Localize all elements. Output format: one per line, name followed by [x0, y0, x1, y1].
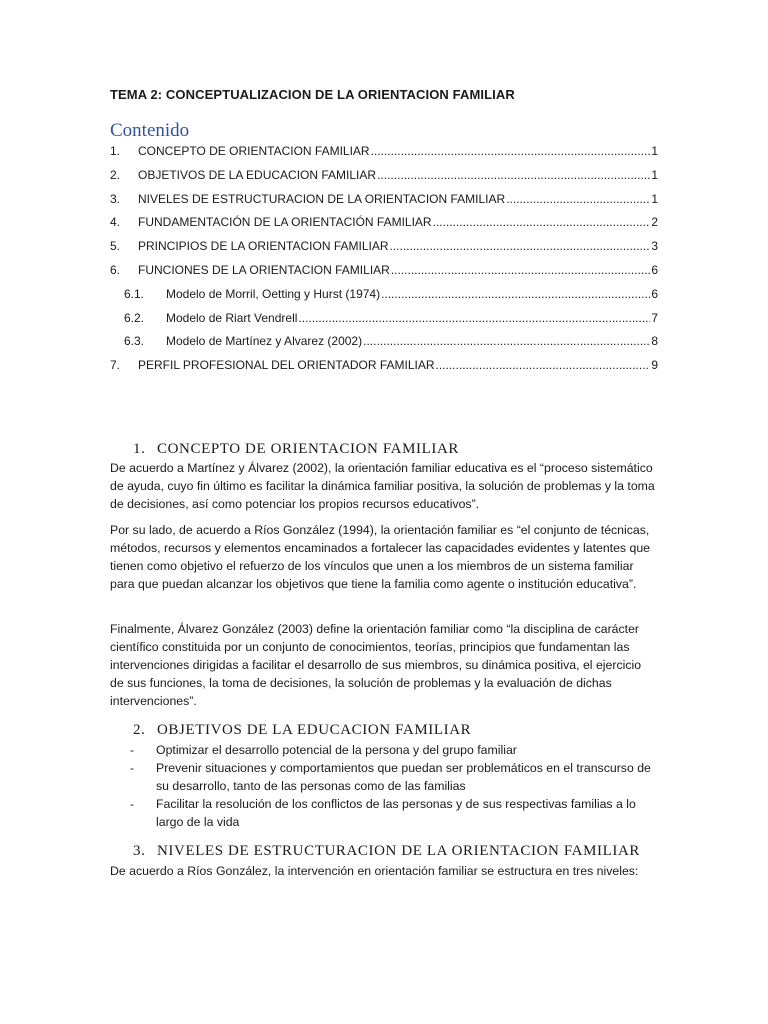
toc-leader-dots [390, 239, 651, 253]
list-item [110, 759, 658, 795]
toc-entry-page: 1 [651, 167, 658, 182]
toc-entry-page: 1 [651, 191, 658, 206]
toc-entry-7[interactable] [110, 358, 658, 382]
section-title: CONCEPTO DE ORIENTACION FAMILIAR [157, 441, 460, 457]
section-2-heading [133, 722, 471, 739]
toc-entry-page: 7 [651, 310, 658, 325]
list-item-text: Prevenir situaciones y comportamientos que puedan ser problemáticos en el transcurso de su desarrollo, tanto de las personas como de las familias [156, 761, 651, 793]
toc-entry-6-2[interactable] [110, 311, 658, 335]
toc-entry-page: 1 [651, 144, 658, 158]
section-1-heading [133, 441, 459, 458]
toc-entry-5[interactable] [110, 239, 658, 263]
section-title: NIVELES DE ESTRUCTURACION DE LA ORIENTACION FAMILIAR [157, 843, 641, 859]
toc-entry-page: 6 [651, 286, 658, 301]
section-1-paragraph-1: De acuerdo a Martínez y Álvarez (2002), la orientación familiar educativa es el “proceso sistemático de ayuda, cuyo fin último es facilitar la dinámica familiar positiva, la solución de problemas y la toma de decisiones, así como potenciar los propios recursos educativos”. [110, 461, 655, 511]
toc-entry-label: FUNCIONES DE LA ORIENTACION FAMILIAR [138, 262, 390, 277]
list-item [110, 795, 658, 831]
bullet-dash: - [130, 797, 135, 811]
table-of-contents [110, 144, 658, 382]
objectives-list [110, 741, 658, 831]
toc-entry-page: 3 [651, 239, 658, 254]
toc-entry-6-3[interactable] [110, 334, 658, 358]
toc-entry-number: 5. [110, 239, 121, 254]
section-3-paragraph-1: De acuerdo a Ríos González, la intervención en orientación familiar se estructura en tres niveles: [110, 864, 639, 878]
toc-leader-dots [381, 287, 650, 301]
toc-entry-number: 3. [110, 191, 121, 206]
list-item-text: Optimizar el desarrollo potencial de la persona y del grupo familiar [156, 743, 517, 757]
toc-entry-label: PERFIL PROFESIONAL DEL ORIENTADOR FAMILIAR [138, 358, 435, 373]
toc-entry-1[interactable] [110, 144, 658, 168]
list-item [110, 741, 658, 759]
toc-entry-label: OBJETIVOS DE LA EDUCACION FAMILIAR [138, 167, 377, 182]
section-1-paragraph-2: Por su lado, de acuerdo a Ríos González (1994), la orientación familiar es “el conjunto de técnicas, métodos, recursos y elementos encaminados a fortalecer las capacidades evidentes y latentes que tienen como objetivo el refuerzo de los vínculos que unen a los miembros de un sistema familiar para que puedan alcanzar los objetivos que tiene la familia como agente o institución educativa”. [110, 523, 651, 591]
toc-entry-page: 9 [651, 358, 658, 373]
toc-leader-dots [377, 168, 650, 182]
toc-leader-dots [363, 334, 650, 348]
toc-leader-dots [371, 144, 651, 158]
toc-entry-page: 6 [651, 262, 658, 277]
toc-entry-6-1[interactable] [110, 287, 658, 311]
section-title: OBJETIVOS DE LA EDUCACION FAMILIAR [157, 722, 472, 738]
section-number: 3. [133, 843, 146, 859]
toc-leader-dots [506, 192, 650, 206]
toc-entry-label: CONCEPTO DE ORIENTACION FAMILIAR [138, 144, 370, 158]
toc-entry-page: 8 [651, 334, 658, 349]
section-1-paragraph-3: Finalmente, Álvarez González (2003) define la orientación familiar como “la disciplina de carácter científico constituida por un conjunto de conocimientos, teorías, principios que fundamentan las intervenciones dirigidas a facilitar el desarrollo de sus miembros, su dinámica positiva, el ejercicio de sus funciones, la toma de decisiones, la solución de problemas y la evaluación de dichas intervenciones”. [110, 622, 642, 708]
toc-entry-number: 6.1. [124, 286, 145, 301]
section-3-heading [133, 843, 640, 860]
list-item-text: Facilitar la resolución de los conflictos de las personas y de sus respectivas familias a lo largo de la vida [156, 797, 636, 829]
toc-entry-number: 6.3. [124, 334, 145, 349]
toc-entry-4[interactable] [110, 215, 658, 239]
toc-entry-number: 6.2. [124, 310, 145, 325]
toc-heading: Contenido [110, 120, 190, 141]
toc-entry-3[interactable] [110, 192, 658, 216]
bullet-dash: - [130, 761, 135, 775]
toc-entry-label: NIVELES DE ESTRUCTURACION DE LA ORIENTACION FAMILIAR [138, 191, 506, 206]
toc-leader-dots [391, 263, 650, 277]
toc-entry-number: 4. [110, 215, 121, 230]
toc-leader-dots [298, 311, 650, 325]
toc-entry-label: FUNDAMENTACIÓN DE LA ORIENTACIÓN FAMILIAR [138, 215, 432, 230]
toc-entry-label: PRINCIPIOS DE LA ORIENTACION FAMILIAR [138, 239, 389, 254]
toc-entry-number: 1. [110, 144, 121, 158]
toc-entry-label: Modelo de Morril, Oetting y Hurst (1974) [166, 286, 381, 301]
toc-entry-2[interactable] [110, 168, 658, 192]
toc-entry-number: 2. [110, 167, 121, 182]
bullet-dash: - [130, 743, 135, 757]
toc-entry-number: 7. [110, 358, 121, 373]
toc-leader-dots [433, 215, 651, 229]
toc-leader-dots [436, 358, 651, 372]
toc-entry-label: Modelo de Martínez y Alvarez (2002) [166, 334, 363, 349]
toc-entry-page: 2 [651, 215, 658, 230]
toc-entry-number: 6. [110, 262, 121, 277]
document-title: TEMA 2: CONCEPTUALIZACION DE LA ORIENTACION FAMILIAR [110, 87, 515, 102]
section-number: 1. [133, 441, 146, 457]
toc-entry-label: Modelo de Riart Vendrell [166, 310, 298, 325]
section-number: 2. [133, 722, 146, 738]
toc-entry-6[interactable] [110, 263, 658, 287]
